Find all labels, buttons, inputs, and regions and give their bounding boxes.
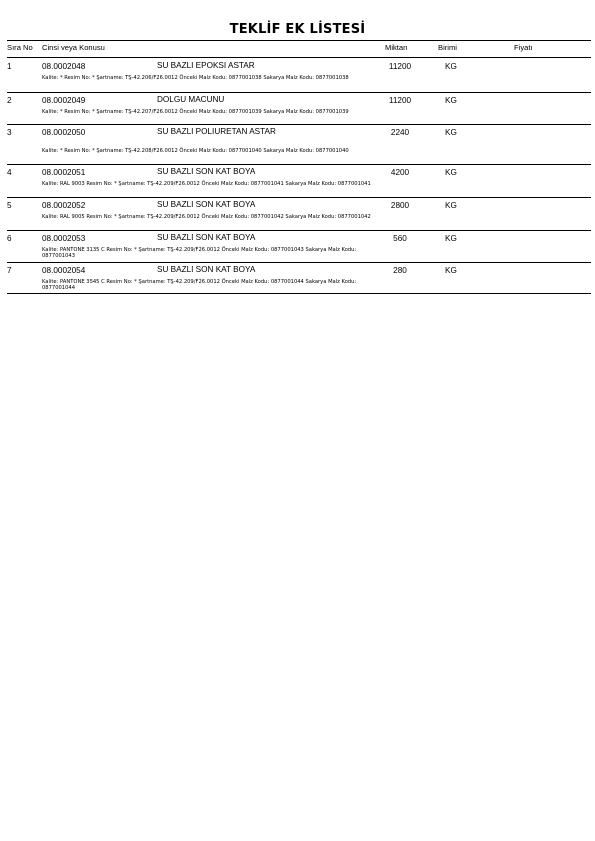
item-name: DOLGU MACUNU [157, 95, 225, 104]
table-row [0, 166, 595, 198]
item-quantity: 560 [393, 234, 407, 243]
item-name: SU BAZLI EPOKSI ASTAR [157, 61, 255, 70]
item-code: 08.0002052 [42, 201, 86, 210]
item-detail: Kalite: * Resim No: * Şartname: TŞ-42.206/F26.0012 Önceki Malz Kodu: 0877001038 Sakarya Malz Kodu: 0877001038 [42, 75, 349, 81]
item-code: 08.0002050 [42, 128, 86, 137]
row-number: 3 [7, 128, 12, 137]
item-name: SU BAZLI SON KAT BOYA [157, 200, 256, 209]
item-unit: KG [445, 168, 457, 177]
row-separator [7, 92, 591, 93]
row-separator [7, 164, 591, 165]
item-detail: Kalite: PANTONE 3135 C Resim No: * Şartname: TŞ-42.209/F26.0012 Önceki Malz Kodu: 0877001043 Sakarya Malz Kodu: 0877001043 [42, 247, 357, 259]
item-unit: KG [445, 128, 457, 137]
item-quantity: 280 [393, 266, 407, 275]
header-bottom-rule [7, 57, 591, 58]
table-row [0, 60, 595, 93]
item-quantity: 4200 [390, 168, 410, 177]
row-separator [7, 197, 591, 198]
item-name: SU BAZLI SON KAT BOYA [157, 167, 256, 176]
row-number: 2 [7, 96, 12, 105]
table-row [0, 232, 595, 263]
item-quantity: 2800 [390, 201, 410, 210]
item-code: 08.0002049 [42, 96, 86, 105]
table-row [0, 264, 595, 294]
document-title: TEKLİF EK LİSTESİ [229, 22, 366, 37]
item-detail: Kalite: RAL 9005 Resim No: * Şartname: TŞ-42.209/F26.0012 Önceki Malz Kodu: 0877001042 Sakarya Malz Kodu: 0877001042 [42, 214, 371, 220]
table-header [0, 41, 595, 57]
header-unit: Birimi [438, 43, 457, 52]
item-quantity: 2240 [390, 128, 410, 137]
row-number: 7 [7, 266, 12, 275]
item-unit: KG [445, 201, 457, 210]
header-no: Sıra No [7, 43, 33, 52]
item-unit: KG [445, 266, 457, 275]
header-price: Fiyatı [514, 43, 533, 52]
header-qty: Miktarı [385, 43, 408, 52]
row-separator [7, 124, 591, 125]
item-detail: Kalite: RAL 9003 Resim No: * Şartname: TŞ-42.209/F26.0012 Önceki Malz Kodu: 0877001041 Sakarya Malz Kodu: 0877001041 [42, 181, 371, 187]
row-separator [7, 293, 591, 294]
item-name: SU BAZLI SON KAT BOYA [157, 265, 256, 274]
table-row [0, 126, 595, 165]
item-detail: Kalite: * Resim No: * Şartname: TŞ-42.208/F26.0012 Önceki Malz Kodu: 0877001040 Sakarya Malz Kodu: 0877001040 [42, 148, 349, 154]
item-name: SU BAZLI SON KAT BOYA [157, 233, 256, 242]
item-detail: Kalite: * Resim No: * Şartname: TŞ-42.207/F26.0012 Önceki Malz Kodu: 0877001039 Sakarya Malz Kodu: 0877001039 [42, 109, 349, 115]
item-code: 08.0002053 [42, 234, 86, 243]
header-item: Cinsi veya Konusu [42, 43, 105, 52]
item-unit: KG [445, 234, 457, 243]
item-unit: KG [445, 62, 457, 71]
item-name: SU BAZLI POLIURETAN ASTAR [157, 127, 276, 136]
table-row [0, 94, 595, 125]
item-quantity: 11200 [388, 62, 412, 71]
row-number: 6 [7, 234, 12, 243]
item-detail: Kalite: PANTONE 3545 C Resim No: * Şartname: TŞ-42.209/F26.0012 Önceki Malz Kodu: 0877001044 Sakarya Malz Kodu: 0877001044 [42, 279, 357, 291]
row-separator [7, 230, 591, 231]
item-unit: KG [445, 96, 457, 105]
item-quantity: 11200 [388, 96, 412, 105]
item-code: 08.0002048 [42, 62, 86, 71]
row-separator [7, 262, 591, 263]
table-row [0, 199, 595, 231]
item-code: 08.0002054 [42, 266, 86, 275]
row-number: 4 [7, 168, 12, 177]
row-number: 1 [7, 62, 12, 71]
item-code: 08.0002051 [42, 168, 86, 177]
row-number: 5 [7, 201, 12, 210]
